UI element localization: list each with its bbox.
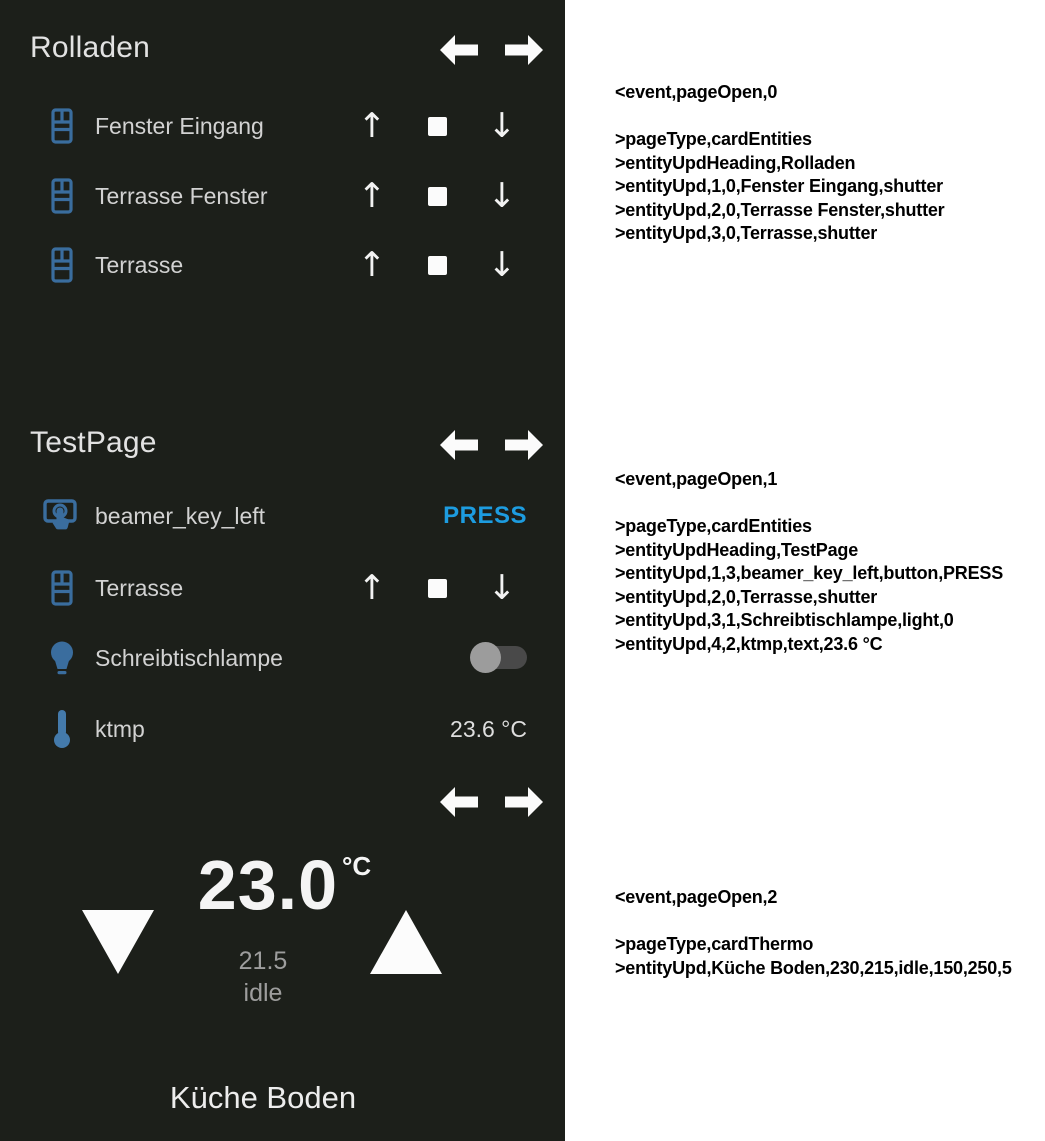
- stop-square-icon: [428, 117, 447, 136]
- shutter-up-button[interactable]: ↑: [357, 245, 387, 285]
- temperature-unit: °C: [342, 851, 372, 881]
- shutter-up-button[interactable]: ↑: [357, 568, 387, 608]
- nav-next-button[interactable]: [505, 787, 543, 817]
- window-shutter-icon: [40, 229, 84, 301]
- window-shutter-icon: [40, 552, 84, 624]
- entity-row: [0, 160, 565, 232]
- stop-square-icon: [428, 256, 447, 275]
- entity-row: [0, 90, 565, 162]
- stop-square-icon: [428, 187, 447, 206]
- entity-label: Fenster Eingang: [95, 112, 264, 139]
- entity-row: [0, 552, 565, 624]
- shutter-down-button[interactable]: ↓: [487, 106, 517, 146]
- log-line: >pageType,cardEntities: [615, 516, 812, 536]
- log-line: >entityUpd,Küche Boden,230,215,idle,150,250,5: [615, 957, 1012, 978]
- arrow-left-icon: [440, 430, 478, 460]
- entity-label: Terrasse: [95, 574, 184, 601]
- log-line: >entityUpd,4,2,ktmp,text,23.6 °C: [615, 633, 883, 654]
- shutter-down-button[interactable]: ↓: [487, 176, 517, 216]
- thermostat-name: Küche Boden: [169, 1080, 357, 1115]
- page-title: Rolladen: [30, 31, 151, 64]
- log-line: <event,pageOpen,0: [615, 82, 778, 102]
- nav-prev-button[interactable]: [440, 430, 478, 460]
- arrow-left-icon: [440, 35, 478, 65]
- shutter-stop-button[interactable]: [409, 90, 465, 162]
- entity-label: Terrasse Fenster: [95, 182, 268, 209]
- nav-prev-button[interactable]: [440, 787, 478, 817]
- log-line: >entityUpd,1,0,Fenster Eingang,shutter: [615, 176, 943, 196]
- arrow-right-icon: [505, 430, 543, 460]
- entity-label: ktmp: [95, 715, 145, 742]
- shutter-up-button[interactable]: ↑: [357, 176, 387, 216]
- log-line: >entityUpd,3,1,Schreibtischlampe,light,0: [615, 610, 954, 630]
- log-line: <event,pageOpen,2: [615, 887, 778, 907]
- log-line: <event,pageOpen,1: [615, 469, 778, 489]
- log-line: >entityUpd,1,3,beamer_key_left,button,PRESS: [615, 563, 1004, 583]
- thermometer-icon: [40, 693, 84, 765]
- arrow-left-icon: [440, 787, 478, 817]
- shutter-stop-button[interactable]: [409, 229, 465, 301]
- press-button[interactable]: PRESS: [443, 502, 527, 529]
- log-line: >pageType,cardEntities: [615, 129, 812, 149]
- shutter-stop-button[interactable]: [409, 160, 465, 232]
- sensor-value: 23.6 °C: [450, 715, 527, 742]
- log-line: >pageType,cardThermo: [615, 934, 814, 954]
- page-title: TestPage: [30, 426, 157, 459]
- log-line: >entityUpd,2,0,Terrasse Fenster,shutter: [615, 199, 945, 220]
- entity-label: Schreibtischlampe: [95, 644, 283, 671]
- shutter-up-button[interactable]: ↑: [357, 106, 387, 146]
- shutter-down-button[interactable]: ↓: [487, 245, 517, 285]
- entity-label: beamer_key_left: [95, 502, 266, 529]
- shutter-stop-button[interactable]: [409, 552, 465, 624]
- setpoint-value: 21.5: [238, 947, 288, 975]
- nav-prev-button[interactable]: [440, 35, 478, 65]
- shutter-down-button[interactable]: ↓: [487, 568, 517, 608]
- log-line: >entityUpd,3,0,Terrasse,shutter: [615, 223, 878, 243]
- log-line: >entityUpdHeading,TestPage: [615, 539, 859, 560]
- entity-row: [0, 693, 565, 765]
- toggle-knob: [470, 642, 501, 673]
- log-lines: [615, 515, 1003, 656]
- log-lines: [615, 128, 945, 246]
- window-shutter-icon: [40, 160, 84, 232]
- entity-label: Terrasse: [95, 251, 184, 278]
- serial-log-block-3: [615, 886, 1012, 980]
- log-line: >entityUpdHeading,Rolladen: [615, 152, 856, 173]
- hvac-state: idle: [243, 979, 283, 1007]
- nav-next-button[interactable]: [505, 35, 543, 65]
- stop-square-icon: [428, 579, 447, 598]
- log-lines: [615, 933, 1012, 980]
- lightbulb-icon: [40, 622, 84, 694]
- arrow-right-icon: [505, 787, 543, 817]
- entity-row: [0, 622, 565, 694]
- window-shutter-icon: [40, 90, 84, 162]
- nav-next-button[interactable]: [505, 430, 543, 460]
- light-toggle-switch[interactable]: [472, 646, 527, 669]
- serial-log-block-2: [615, 468, 1003, 656]
- gesture-tap-button-icon: [40, 480, 84, 552]
- log-line: >entityUpd,2,0,Terrasse,shutter: [615, 586, 878, 607]
- entity-row: [0, 229, 565, 301]
- serial-log-block-1: [615, 81, 945, 246]
- entity-row: [0, 480, 565, 552]
- current-temperature-value: 23.0: [197, 846, 339, 924]
- arrow-right-icon: [505, 35, 543, 65]
